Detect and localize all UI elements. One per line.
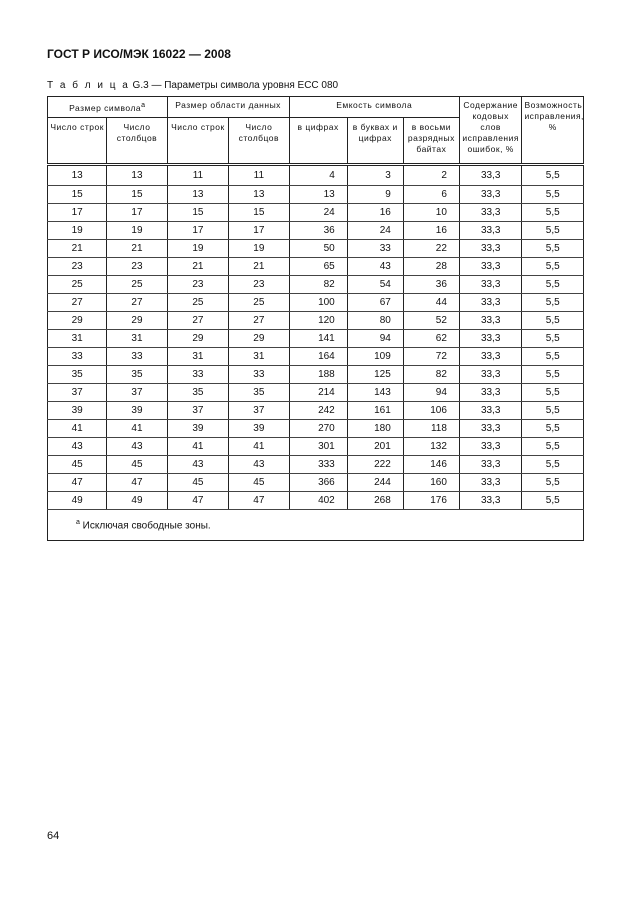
table-cell: 36 — [289, 221, 347, 239]
table-cell: 109 — [347, 347, 403, 365]
table-cell: 19 — [229, 239, 289, 257]
subheader-rows: Число строк — [48, 117, 107, 164]
table-cell: 244 — [347, 473, 403, 491]
table-cell: 43 — [48, 437, 107, 455]
table-cell: 17 — [229, 221, 289, 239]
table-cell: 33 — [347, 239, 403, 257]
header-correction-capability: Возможность исправления, % — [522, 97, 584, 165]
table-cell: 49 — [48, 491, 107, 509]
table-cell: 23 — [167, 275, 228, 293]
table-cell: 37 — [48, 383, 107, 401]
table-cell: 47 — [167, 491, 228, 509]
table-cell: 45 — [48, 455, 107, 473]
table-row — [48, 311, 584, 329]
table-row — [48, 275, 584, 293]
header-symbol-capacity: Емкость символа — [289, 97, 459, 118]
table-cell: 100 — [289, 293, 347, 311]
table-cell: 33,3 — [459, 383, 522, 401]
table-cell: 33,3 — [459, 491, 522, 509]
table-row — [48, 491, 584, 509]
table-row — [48, 473, 584, 491]
table-cell: 27 — [48, 293, 107, 311]
table-cell: 25 — [229, 293, 289, 311]
table-cell: 82 — [289, 275, 347, 293]
table-cell: 35 — [107, 365, 167, 383]
table-cell: 366 — [289, 473, 347, 491]
table-cell: 80 — [347, 311, 403, 329]
table-cell: 125 — [347, 365, 403, 383]
table-cell: 33 — [167, 365, 228, 383]
table-cell: 33,3 — [459, 347, 522, 365]
table-row — [48, 203, 584, 221]
table-cell: 33,3 — [459, 239, 522, 257]
table-cell: 17 — [167, 221, 228, 239]
table-cell: 44 — [403, 293, 459, 311]
table-cell: 31 — [48, 329, 107, 347]
table-cell: 5,5 — [522, 239, 584, 257]
table-cell: 33,3 — [459, 419, 522, 437]
table-row — [48, 257, 584, 275]
table-cell: 176 — [403, 491, 459, 509]
table-caption — [47, 80, 338, 91]
page-number: 64 — [47, 830, 60, 842]
footnote-ref: a — [141, 102, 146, 109]
table-cell: 33,3 — [459, 203, 522, 221]
table-cell: 29 — [229, 329, 289, 347]
table-cell: 268 — [347, 491, 403, 509]
footnote-marker: a — [76, 518, 80, 526]
table-cell: 15 — [48, 185, 107, 203]
table-cell: 9 — [347, 185, 403, 203]
table-row — [48, 293, 584, 311]
table-cell: 24 — [289, 203, 347, 221]
table-cell: 35 — [229, 383, 289, 401]
table-cell: 43 — [229, 455, 289, 473]
table-cell: 11 — [167, 164, 228, 185]
table-cell: 33,3 — [459, 257, 522, 275]
table-cell: 72 — [403, 347, 459, 365]
table-cell: 29 — [107, 311, 167, 329]
table-cell: 35 — [48, 365, 107, 383]
table-cell: 35 — [167, 383, 228, 401]
header-symbol-size: Размер символа$^a$ — [48, 97, 168, 118]
table-cell: 161 — [347, 401, 403, 419]
table-cell: 37 — [167, 401, 228, 419]
table-row — [48, 221, 584, 239]
table-cell: 23 — [229, 275, 289, 293]
table-cell: 31 — [229, 347, 289, 365]
table-row — [48, 239, 584, 257]
table-cell: 31 — [167, 347, 228, 365]
table-cell: 5,5 — [522, 437, 584, 455]
table-row — [48, 365, 584, 383]
subheader-region-cols: Число столбцов — [229, 117, 289, 164]
table-cell: 333 — [289, 455, 347, 473]
subheader-cols: Число столбцов — [107, 117, 167, 164]
table-cell: 25 — [107, 275, 167, 293]
table-cell: 16 — [347, 203, 403, 221]
table-cell: 5,5 — [522, 419, 584, 437]
table-cell: 50 — [289, 239, 347, 257]
table-cell: 33,3 — [459, 275, 522, 293]
table-cell: 6 — [403, 185, 459, 203]
table-cell: 164 — [289, 347, 347, 365]
table-cell: 33,3 — [459, 455, 522, 473]
table-cell: 94 — [403, 383, 459, 401]
table-cell: 54 — [347, 275, 403, 293]
table-cell: 22 — [403, 239, 459, 257]
subheader-alnum: в буквах и цифрах — [347, 117, 403, 164]
table-cell: 13 — [107, 164, 167, 185]
table-cell: 15 — [107, 185, 167, 203]
table-cell: 33,3 — [459, 401, 522, 419]
table-cell: 33,3 — [459, 164, 522, 185]
table-cell: 15 — [229, 203, 289, 221]
table-cell: 141 — [289, 329, 347, 347]
table-cell: 47 — [48, 473, 107, 491]
table-cell: 33,3 — [459, 293, 522, 311]
table-cell: 2 — [403, 164, 459, 185]
table-cell: 45 — [167, 473, 228, 491]
table-cell: 37 — [107, 383, 167, 401]
table-cell: 82 — [403, 365, 459, 383]
subheader-digits: в цифрах — [289, 117, 347, 164]
table-cell: 17 — [107, 203, 167, 221]
table-cell: 33,3 — [459, 311, 522, 329]
table-cell: 118 — [403, 419, 459, 437]
table-cell: 222 — [347, 455, 403, 473]
table-cell: 19 — [107, 221, 167, 239]
table-cell: 45 — [107, 455, 167, 473]
table-cell: 41 — [167, 437, 228, 455]
table-cell: 49 — [107, 491, 167, 509]
table-cell: 301 — [289, 437, 347, 455]
table-cell: 39 — [48, 401, 107, 419]
table-row — [48, 419, 584, 437]
table-cell: 21 — [48, 239, 107, 257]
table-cell: 52 — [403, 311, 459, 329]
table-cell: 106 — [403, 401, 459, 419]
caption-prefix: Т а б л и ц а — [47, 80, 130, 91]
table-cell: 160 — [403, 473, 459, 491]
table-cell: 13 — [289, 185, 347, 203]
table-cell: 47 — [229, 491, 289, 509]
table-cell: 5,5 — [522, 329, 584, 347]
table-cell: 143 — [347, 383, 403, 401]
table-cell: 132 — [403, 437, 459, 455]
table-cell: 62 — [403, 329, 459, 347]
table-cell: 47 — [107, 473, 167, 491]
table-row — [48, 329, 584, 347]
table-cell: 10 — [403, 203, 459, 221]
table-body — [48, 164, 584, 509]
table-cell: 33,3 — [459, 185, 522, 203]
table-cell: 5,5 — [522, 455, 584, 473]
table-cell: 33,3 — [459, 221, 522, 239]
table-cell: 19 — [48, 221, 107, 239]
table-cell: 180 — [347, 419, 403, 437]
table-cell: 41 — [229, 437, 289, 455]
subheader-bytes: в восьми разрядных байтах — [403, 117, 459, 164]
table-row — [48, 455, 584, 473]
table-cell: 33 — [229, 365, 289, 383]
table-cell: 33 — [48, 347, 107, 365]
header-codeword-content: Содержание кодовых слов исправления ошибок, % — [459, 97, 522, 165]
table-cell: 5,5 — [522, 257, 584, 275]
table-cell: 13 — [229, 185, 289, 203]
table-cell: 23 — [107, 257, 167, 275]
table-cell: 27 — [167, 311, 228, 329]
table-cell: 33,3 — [459, 473, 522, 491]
table-cell: 188 — [289, 365, 347, 383]
table-cell: 33,3 — [459, 437, 522, 455]
document-header: ГОСТ Р ИСО/МЭК 16022 — 2008 — [47, 47, 231, 61]
table-cell: 16 — [403, 221, 459, 239]
table-cell: 11 — [229, 164, 289, 185]
table-cell: 27 — [107, 293, 167, 311]
table-cell: 5,5 — [522, 491, 584, 509]
caption-text: G.3 — Параметры символа уровня ECC 080 — [129, 80, 339, 91]
table-cell: 19 — [167, 239, 228, 257]
table-cell: 29 — [167, 329, 228, 347]
table-cell: 5,5 — [522, 365, 584, 383]
table-row — [48, 401, 584, 419]
table-cell: 21 — [167, 257, 228, 275]
table-cell: 33,3 — [459, 365, 522, 383]
table-cell: 39 — [229, 419, 289, 437]
table-cell: 5,5 — [522, 347, 584, 365]
footnote-text: Исключая свободные зоны. — [79, 519, 211, 531]
table-cell: 94 — [347, 329, 403, 347]
table-cell: 21 — [229, 257, 289, 275]
table-row — [48, 347, 584, 365]
table-cell: 29 — [48, 311, 107, 329]
table-cell: 25 — [167, 293, 228, 311]
table-cell: 242 — [289, 401, 347, 419]
table-cell: 5,5 — [522, 401, 584, 419]
table-cell: 39 — [167, 419, 228, 437]
table-row — [48, 437, 584, 455]
header-data-region-size: Размер области данных — [167, 97, 289, 118]
table-cell: 3 — [347, 164, 403, 185]
table-cell: 214 — [289, 383, 347, 401]
table-cell: 5,5 — [522, 473, 584, 491]
table-cell: 33,3 — [459, 329, 522, 347]
table-cell: 5,5 — [522, 221, 584, 239]
table-cell: 36 — [403, 275, 459, 293]
table-row — [48, 164, 584, 185]
table-cell: 5,5 — [522, 383, 584, 401]
table-cell: 13 — [167, 185, 228, 203]
table-cell: 15 — [167, 203, 228, 221]
table-cell: 146 — [403, 455, 459, 473]
table-row — [48, 185, 584, 203]
table-cell: 402 — [289, 491, 347, 509]
table-footnote — [48, 509, 584, 540]
table-cell: 67 — [347, 293, 403, 311]
table-cell: 39 — [107, 401, 167, 419]
subheader-region-rows: Число строк — [167, 117, 228, 164]
table-cell: 37 — [229, 401, 289, 419]
table-cell: 23 — [48, 257, 107, 275]
table-cell: 43 — [107, 437, 167, 455]
table-cell: 43 — [347, 257, 403, 275]
table-cell: 5,5 — [522, 293, 584, 311]
table-cell: 43 — [167, 455, 228, 473]
table-cell: 17 — [48, 203, 107, 221]
table-cell: 5,5 — [522, 275, 584, 293]
table-cell: 24 — [347, 221, 403, 239]
table-cell: 41 — [48, 419, 107, 437]
table-cell: 5,5 — [522, 185, 584, 203]
table-row — [48, 383, 584, 401]
table-cell: 120 — [289, 311, 347, 329]
parameters-table — [47, 96, 584, 541]
table-cell: 4 — [289, 164, 347, 185]
table-cell: 5,5 — [522, 311, 584, 329]
table-cell: 45 — [229, 473, 289, 491]
table-cell: 65 — [289, 257, 347, 275]
table-cell: 25 — [48, 275, 107, 293]
table-cell: 31 — [107, 329, 167, 347]
table-cell: 5,5 — [522, 164, 584, 185]
table-cell: 41 — [107, 419, 167, 437]
table-cell: 201 — [347, 437, 403, 455]
table-cell: 33 — [107, 347, 167, 365]
table-cell: 28 — [403, 257, 459, 275]
table-cell: 270 — [289, 419, 347, 437]
table-cell: 13 — [48, 164, 107, 185]
table-cell: 5,5 — [522, 203, 584, 221]
table-cell: 21 — [107, 239, 167, 257]
table-cell: 27 — [229, 311, 289, 329]
